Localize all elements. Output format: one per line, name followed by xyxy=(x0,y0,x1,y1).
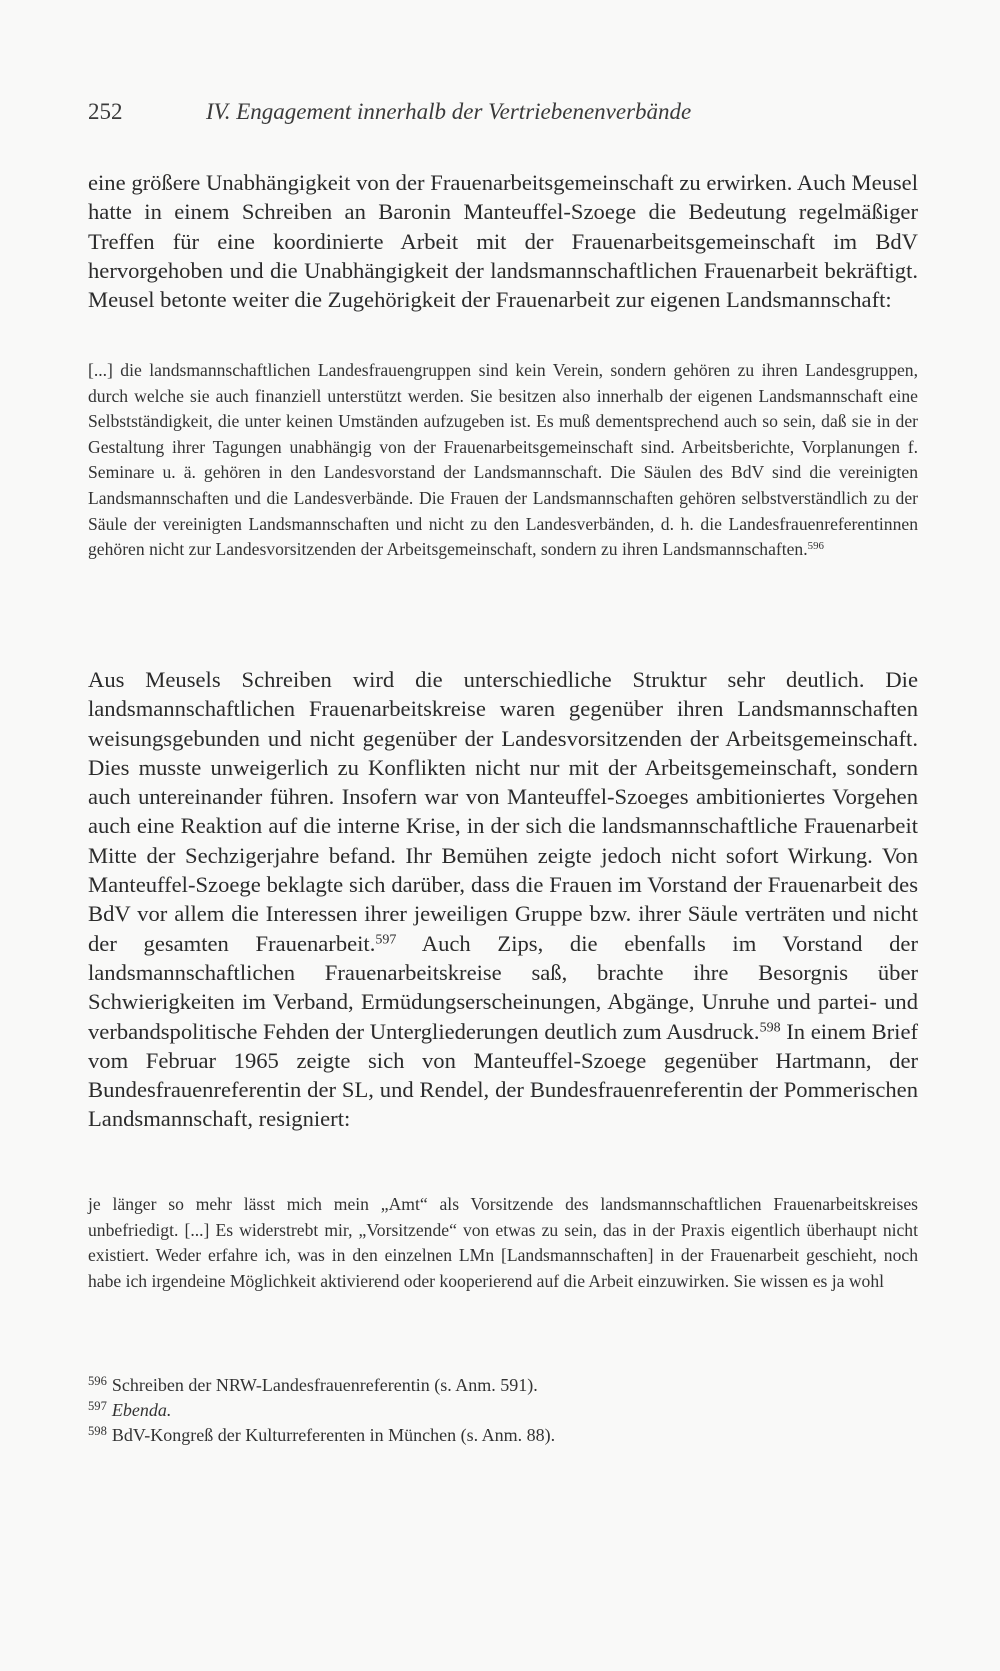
footnote-number: 597 xyxy=(88,1399,107,1414)
block-quote xyxy=(88,358,918,563)
footnote xyxy=(88,1398,918,1423)
footnote-reference[interactable]: 598 xyxy=(759,1019,781,1035)
footnote-text: BdV-Kongreß der Kulturreferenten in München (s. Anm. 88). xyxy=(111,1424,556,1445)
footnote xyxy=(88,1373,918,1398)
paragraph-text: In einem Brief vom Februar 1965 zeigte sich von Manteuffel-Szoege gegenüber Hartmann, der Bundesfrauenreferentin der SL, und Rendel, der Bundesfrauenreferentin der Pommerischen Landsmannschaft, resigniert: xyxy=(88,1018,918,1132)
footnote-reference[interactable]: 596 xyxy=(807,540,824,553)
footnote-number: 596 xyxy=(88,1374,107,1389)
body-paragraph: eine größere Unabhängigkeit von der Frauenarbeitsgemeinschaft zu erwirken. Auch Meusel hatte in einem Schreiben an Baronin Manteuffel-Szoege die Bedeutung regelmäßiger Treffen für eine koordinierte Arbeit mit der Frauenarbeitsgemeinschaft im BdV hervorgehoben und die Unabhängigkeit der landsmannschaftlichen Frauenarbeit bekräftigt. Meusel betonte weiter die Zugehörigkeit der Frauenarbeit zur eigenen Landsmannschaft: xyxy=(88,170,918,313)
footnote-text: Schreiben der NRW-Landesfrauenreferentin (s. Anm. 591). xyxy=(111,1375,538,1395)
block-quote: je länger so mehr lässt mich mein „Amt“ als Vorsitzende des landsmannschaftlichen Frauenarbeitskreises unbefriedigt. [...] Es widerstrebt mir, „Vorsitzende“ von etwas zu sein, das in der Praxis eigentlich überhaupt nicht existiert. Weder erfahre ich, was in den einzelnen LMn [Landsmannschaften] in der Frauenarbeit geschieht, noch habe ich irgendeine Möglichkeit aktivierend oder kooperierend auf die Arbeit einzuwirken. Sie wissen es ja wohl xyxy=(88,1194,918,1291)
page-number: 252 xyxy=(88,99,123,124)
quote-text: [...] die landsmannschaftlichen Landesfrauengruppen sind kein Verein, sondern gehören zu ihren Landesgruppen, durch welche sie auch finanziell unterstützt werden. Sie besitzen also innerhalb der eigenen Landsmannschaft eine Selbstständigkeit, die unter keinen Umständen aufzugeben ist. Es muß dementsprechend auch so sein, daß sie in der Gestaltung ihrer Tagungen unabhängig von der Frauenarbeitsgemeinschaft sind. Arbeitsberichte, Vorplanungen f. Seminare u. ä. gehören in den Landesvorstand der Landsmannschaft. Die Säulen des BdV sind die vereinigten Landsmannschaften und die Landesverbände. Die Frauen der Landsmannschaften gehören selbstverständlich zu der Säule der vereinigten Landsmannschaften und nicht zu den Landesverbänden, d. h. die Landesfrauenreferentinnen gehören nicht zur Landesvorsitzenden der Arbeitsgemeinschaft, sondern zu ihren Landsmannschaften. xyxy=(88,360,918,560)
body-paragraph xyxy=(88,665,918,1134)
footnotes xyxy=(88,1373,918,1447)
footnote-number: 598 xyxy=(88,1423,107,1438)
footnote-text: Ebenda. xyxy=(111,1399,172,1420)
paragraph-text: Auch Zips, die ebenfalls im Vorstand der landsmannschaftlichen Frauenarbeitskreise saß, brachte ihre Besorgnis über Schwierigkeiten im Verband, Ermüdungserscheinungen, Abgänge, Unruhe und partei- und verbandspolitische Fehden der Untergliederungen deutlich zum Ausdruck. xyxy=(88,930,918,1044)
running-title: IV. Engagement innerhalb der Vertriebenenverbände xyxy=(206,99,692,124)
footnote xyxy=(88,1423,918,1448)
page-header xyxy=(88,98,908,126)
footnote-reference[interactable]: 597 xyxy=(375,931,397,947)
paragraph-text: Aus Meusels Schreiben wird die unterschiedliche Struktur sehr deutlich. Die landsmannschaftlichen Frauenarbeitskreise waren gegenüber ihren Landsmannschaften weisungsgebunden und nicht gegenüber der Landesvorsitzenden der Arbeitsgemeinschaft. Dies musste unweigerlich zu Konflikten nicht nur mit der Arbeitsgemeinschaft, sondern auch untereinander führen. Insofern war von Manteuffel-Szoeges ambitioniertes Vorgehen auch eine Reaktion auf die interne Krise, in der sich die landsmannschaftliche Frauenarbeit Mitte der Sechzigerjahre befand. Ihr Bemühen zeigte jedoch nicht sofort Wirkung. Von Manteuffel-Szoege beklagte sich darüber, dass die Frauen im Vorstand der Frauenarbeit des BdV vor allem die Interessen ihrer jeweiligen Gruppe bzw. ihrer Säule verträten und nicht der gesamten Frauenarbeit. xyxy=(88,667,918,956)
